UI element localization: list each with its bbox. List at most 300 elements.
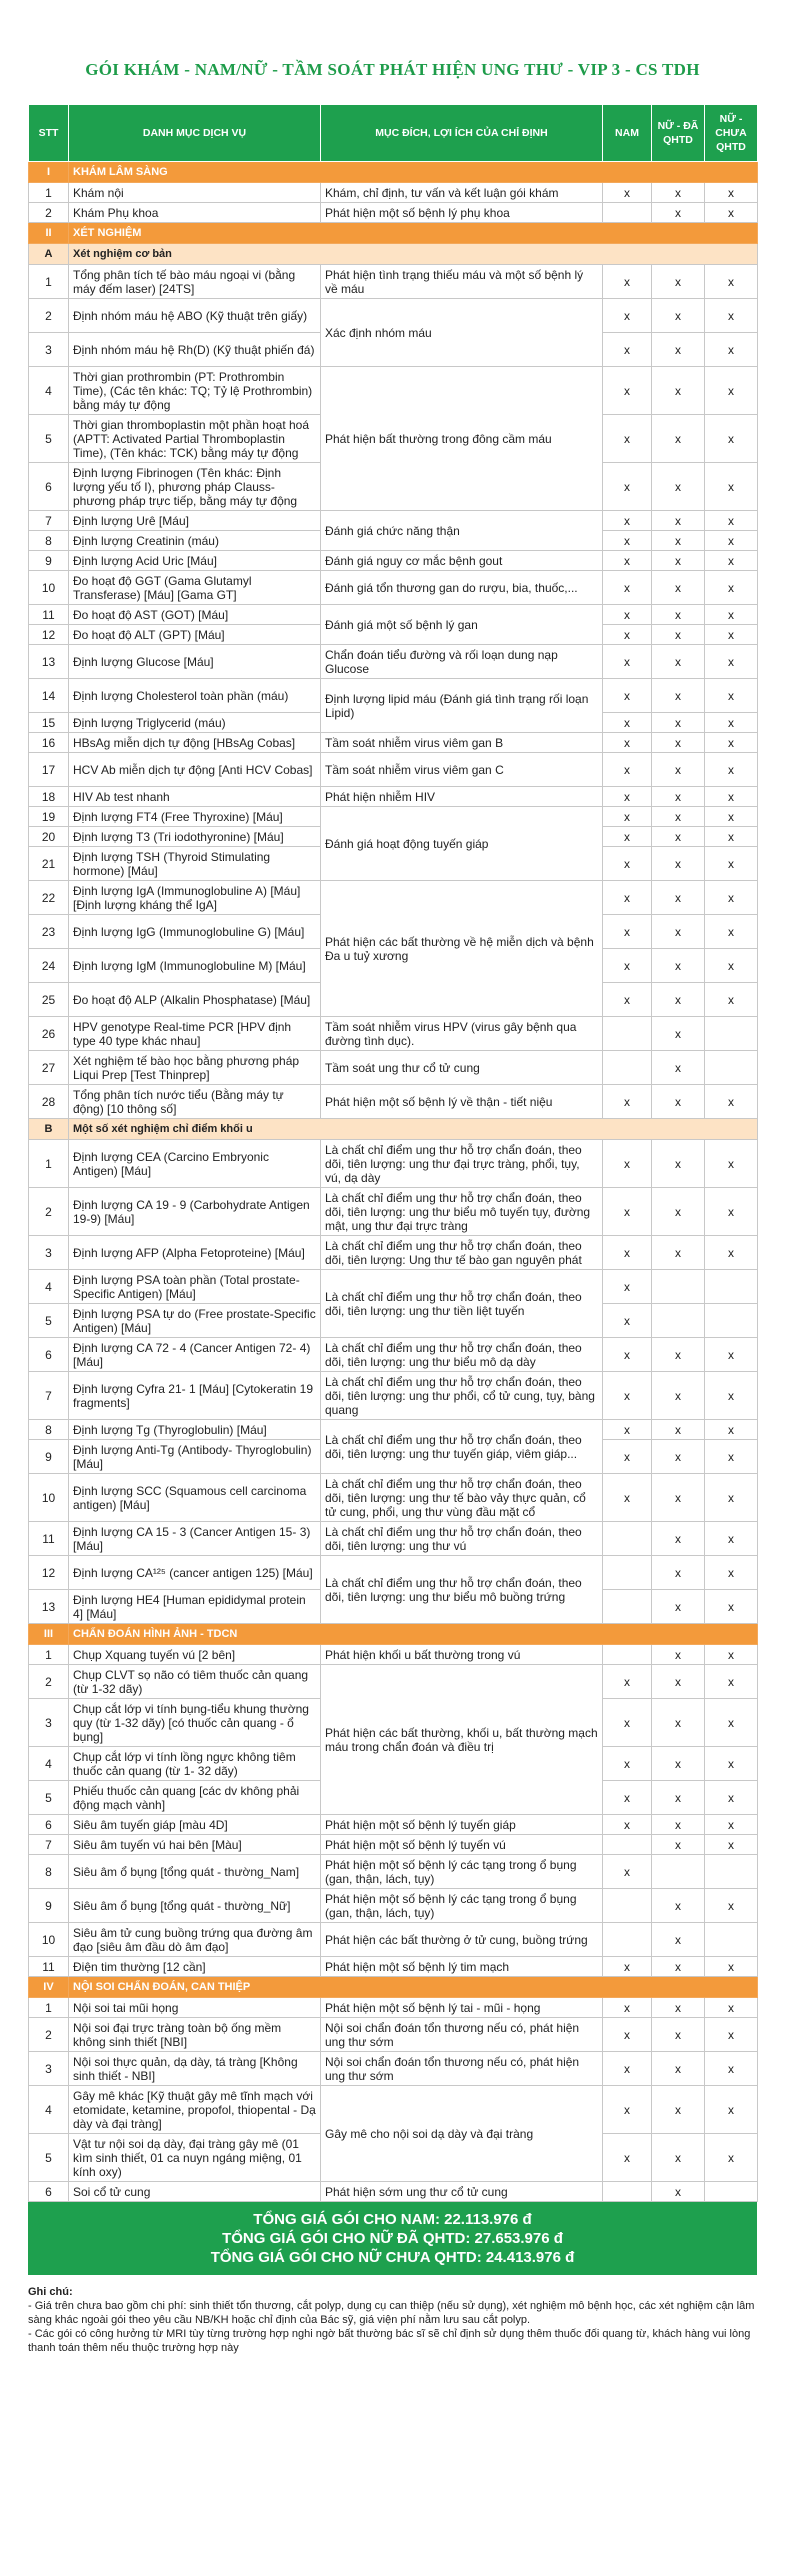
service-name: Định lượng Cholesterol toàn phần (máu) [69,679,321,713]
total-nu-chua: TỔNG GIÁ GÓI CHO NỮ CHƯA QHTD: 24.413.976 đ [210,2249,575,2266]
row-number: 1 [29,183,69,203]
table-row [29,1855,758,1889]
service-purpose: Là chất chỉ điểm ung thư hỗ trợ chẩn đoán, theo dõi, tiên lượng: ung thư đại trực tràng, phổi, tụy, vú, dạ dày [321,1140,603,1188]
table-row [29,881,758,915]
subsection-row [29,244,758,265]
row-number: 7 [29,1835,69,1855]
service-name: HCV Ab miễn dịch tự động [Anti HCV Cobas] [69,753,321,787]
mark-nu-chua: x [705,1140,758,1188]
mark-nam: x [603,1855,652,1889]
service-purpose: Tầm soát nhiễm virus viêm gan C [321,753,603,787]
mark-nam: x [603,1372,652,1420]
mark-nu-qhtd: x [652,1338,705,1372]
service-purpose: Là chất chỉ điểm ung thư hỗ trợ chẩn đoán, theo dõi, tiên lượng: ung thư vú [321,1522,603,1556]
section-number: I [29,162,69,183]
table-row [29,1815,758,1835]
row-number: 23 [29,915,69,949]
service-name: Định lượng Urê [Máu] [69,511,321,531]
service-purpose: Là chất chỉ điểm ung thư hỗ trợ chẩn đoán, theo dõi, tiên lượng: Ung thư tế bào gan nguyên phát [321,1236,603,1270]
service-name: Thời gian thromboplastin một phần hoạt hoá (APTT: Activated Partial Thromboplastin Time), (Tên khác: TCK) bằng máy tự động [69,415,321,463]
mark-nu-chua: x [705,299,758,333]
mark-nu-chua: x [705,367,758,415]
table-row [29,1556,758,1590]
row-number: 22 [29,881,69,915]
mark-nu-qhtd: x [652,183,705,203]
mark-nam [603,1556,652,1590]
row-number: 17 [29,753,69,787]
service-purpose: Đánh giá chức năng thận [321,511,603,551]
mark-nu-qhtd: x [652,881,705,915]
service-purpose: Phát hiện các bất thường về hệ miễn dịch và bệnh Đa u tuỷ xương [321,881,603,1017]
row-number: 6 [29,1815,69,1835]
table-row [29,2086,758,2134]
service-purpose: Tầm soát nhiễm virus HPV (virus gây bệnh qua đường tình dục). [321,1017,603,1051]
service-name: HBsAg miễn dịch tự động [HBsAg Cobas] [69,733,321,753]
service-name: Định lượng T3 (Tri iodothyronine) [Máu] [69,827,321,847]
mark-nu-chua: x [705,1440,758,1474]
mark-nu-chua: x [705,531,758,551]
row-number: 28 [29,1085,69,1119]
service-name: Đo hoạt độ GGT (Gama Glutamyl Transferase) [Máu] [Gama GT] [69,571,321,605]
section-label: Xét nghiệm cơ bản [69,244,758,265]
mark-nu-chua: x [705,1699,758,1747]
row-number: 10 [29,1474,69,1522]
row-number: 13 [29,1590,69,1624]
mark-nu-chua: x [705,1188,758,1236]
row-number: 4 [29,1747,69,1781]
service-name: Tổng phân tích nước tiểu (Bằng máy tự động) [10 thông số] [69,1085,321,1119]
service-purpose: Đánh giá một số bệnh lý gan [321,605,603,645]
mark-nu-chua: x [705,753,758,787]
service-name: Định lượng IgG (Immunoglobuline G) [Máu] [69,915,321,949]
service-name: Định lượng PSA toàn phần (Total prostate-Specific Antigen) [Máu] [69,1270,321,1304]
row-number: 11 [29,605,69,625]
table-row [29,299,758,333]
service-purpose: Tầm soát ung thư cổ tử cung [321,1051,603,1085]
mark-nam: x [603,1998,652,2018]
service-name: Đo hoạt độ AST (GOT) [Máu] [69,605,321,625]
row-number: 5 [29,1304,69,1338]
table-row [29,1338,758,1372]
service-purpose: Xác định nhóm máu [321,299,603,367]
service-name: Siêu âm tuyến giáp [màu 4D] [69,1815,321,1835]
mark-nu-chua [705,2182,758,2202]
service-name: Định lượng Fibrinogen (Tên khác: Định lượng yếu tố I), phương pháp Clauss-phương pháp trực tiếp, bằng máy tự động [69,463,321,511]
mark-nam: x [603,1781,652,1815]
notes-line-1: - Giá trên chưa bao gồm chi phí: sinh thiết tổn thương, cắt polyp, dụng cụ can thiệp (nếu sử dụng), xét nghiệm mô bệnh học, các xét nghiệm cận lâm sàng khác ngoài gói theo yêu cầu NB/KH hoặc chỉ định của Bác sỹ, giá viện phí nằm lưu sau cắt polyp. [28,2300,755,2326]
table-row [29,571,758,605]
subsection-row [29,1119,758,1140]
table-row [29,645,758,679]
service-name: Nội soi tai mũi họng [69,1998,321,2018]
service-name: Định lượng Triglycerid (máu) [69,713,321,733]
mark-nu-qhtd [652,1304,705,1338]
mark-nam: x [603,571,652,605]
mark-nam: x [603,679,652,713]
row-number: 12 [29,625,69,645]
section-number: III [29,1624,69,1645]
service-name: Định lượng HE4 [Human epididymal protein 4] [Máu] [69,1590,321,1624]
service-purpose: Phát hiện khối u bất thường trong vú [321,1645,603,1665]
table-row [29,1188,758,1236]
row-number: 9 [29,1440,69,1474]
service-purpose: Là chất chỉ điểm ung thư hỗ trợ chẩn đoán, theo dõi, tiên lượng: ung thư biểu mô buồng trứng [321,1556,603,1624]
service-purpose: Phát hiện sớm ung thư cổ tử cung [321,2182,603,2202]
table-row [29,1665,758,1699]
mark-nu-qhtd: x [652,1236,705,1270]
mark-nu-chua: x [705,827,758,847]
service-purpose: Phát hiện bất thường trong đông cầm máu [321,367,603,511]
service-name: Định lượng CA¹²⁵ (cancer antigen 125) [Máu] [69,1556,321,1590]
mark-nu-chua: x [705,1645,758,1665]
mark-nam [603,1051,652,1085]
mark-nu-chua: x [705,183,758,203]
service-name: Khám nội [69,183,321,203]
mark-nam: x [603,1665,652,1699]
service-name: Siêu âm tử cung buồng trứng qua đường âm đạo [siêu âm đầu dò âm đạo] [69,1923,321,1957]
row-number: 3 [29,1699,69,1747]
table-row [29,605,758,625]
service-name: Tổng phân tích tế bào máu ngoại vi (bằng máy đếm laser) [24TS] [69,265,321,299]
mark-nam: x [603,415,652,463]
mark-nu-qhtd: x [652,511,705,531]
table-row [29,1270,758,1304]
mark-nam: x [603,881,652,915]
mark-nu-chua: x [705,1998,758,2018]
mark-nu-qhtd: x [652,787,705,807]
row-number: 6 [29,1338,69,1372]
mark-nu-chua: x [705,1781,758,1815]
mark-nam: x [603,2086,652,2134]
table-row [29,1923,758,1957]
mark-nu-chua: x [705,1474,758,1522]
mark-nu-chua: x [705,713,758,733]
mark-nu-chua: x [705,1957,758,1977]
service-purpose: Đánh giá hoạt động tuyến giáp [321,807,603,881]
mark-nu-qhtd: x [652,847,705,881]
row-number: 4 [29,2086,69,2134]
mark-nu-qhtd: x [652,1420,705,1440]
service-name: Khám Phụ khoa [69,203,321,223]
notes-heading: Ghi chú: [28,2286,73,2298]
table-row [29,679,758,713]
service-name: Định nhóm máu hệ ABO (Kỹ thuật trên giấy) [69,299,321,333]
mark-nu-qhtd: x [652,1747,705,1781]
service-purpose: Là chất chỉ điểm ung thư hỗ trợ chẩn đoán, theo dõi, tiên lượng: ung thư phổi, cổ tử cung, tụy, bàng quang [321,1372,603,1420]
table-header [29,105,758,162]
mark-nu-chua: x [705,1747,758,1781]
service-purpose: Phát hiện một số bệnh lý tuyến giáp [321,1815,603,1835]
table-row [29,1017,758,1051]
mark-nu-chua: x [705,1665,758,1699]
mark-nam: x [603,733,652,753]
section-row [29,1624,758,1645]
row-number: 20 [29,827,69,847]
mark-nu-chua: x [705,1835,758,1855]
mark-nu-chua: x [705,847,758,881]
service-name: Định lượng Acid Uric [Máu] [69,551,321,571]
row-number: 11 [29,1957,69,1977]
table-row [29,1051,758,1085]
mark-nu-qhtd: x [652,1051,705,1085]
mark-nu-qhtd: x [652,949,705,983]
mark-nu-qhtd: x [652,983,705,1017]
mark-nam: x [603,983,652,1017]
mark-nam: x [603,265,652,299]
service-name: Định lượng Cyfra 21- 1 [Máu] [Cytokeratin 19 fragments] [69,1372,321,1420]
mark-nu-chua: x [705,265,758,299]
row-number: 10 [29,1923,69,1957]
service-purpose: Khám, chỉ định, tư vấn và kết luận gói khám [321,183,603,203]
totals-box [28,2202,757,2275]
service-name: Thời gian prothrombin (PT: Prothrombin Time), (Các tên khác: TQ; Tỷ lệ Prothrombin) bằng máy tự động [69,367,321,415]
row-number: 14 [29,679,69,713]
mark-nam: x [603,1188,652,1236]
mark-nam: x [603,645,652,679]
mark-nu-chua [705,1304,758,1338]
mark-nu-chua [705,1270,758,1304]
row-number: 8 [29,1855,69,1889]
mark-nam: x [603,1304,652,1338]
mark-nu-chua: x [705,1420,758,1440]
mark-nam: x [603,1140,652,1188]
service-purpose: Là chất chỉ điểm ung thư hỗ trợ chẩn đoán, theo dõi, tiên lượng: ung thư biểu mô tuyến tụy, đường mật, ung thư đại trực tràng [321,1188,603,1236]
mark-nu-chua: x [705,1085,758,1119]
row-number: 3 [29,333,69,367]
row-number: 2 [29,299,69,333]
service-name: Định lượng Creatinin (máu) [69,531,321,551]
table-row [29,1998,758,2018]
mark-nam [603,1889,652,1923]
mark-nam: x [603,625,652,645]
mark-nu-qhtd: x [652,299,705,333]
mark-nu-qhtd [652,1855,705,1889]
page-title: GÓI KHÁM - NAM/NỮ - TẦM SOÁT PHÁT HIỆN UNG THƯ - VIP 3 - CS TDH [85,60,700,79]
mark-nam [603,2182,652,2202]
mark-nu-chua: x [705,463,758,511]
header-nu-qhtd: NỮ - ĐÃ QHTD [652,105,705,162]
mark-nu-chua: x [705,415,758,463]
section-number: B [29,1119,69,1140]
row-number: 5 [29,415,69,463]
table-row [29,183,758,203]
mark-nu-qhtd: x [652,531,705,551]
mark-nam: x [603,949,652,983]
mark-nu-chua: x [705,1590,758,1624]
mark-nam: x [603,1699,652,1747]
mark-nam: x [603,605,652,625]
mark-nam: x [603,531,652,551]
table-row [29,1645,758,1665]
service-name: Định lượng SCC (Squamous cell carcinoma antigen) [Máu] [69,1474,321,1522]
mark-nu-qhtd: x [652,1889,705,1923]
row-number: 24 [29,949,69,983]
mark-nam: x [603,463,652,511]
mark-nu-qhtd: x [652,625,705,645]
mark-nam: x [603,915,652,949]
row-number: 12 [29,1556,69,1590]
mark-nu-qhtd: x [652,645,705,679]
mark-nu-chua: x [705,551,758,571]
mark-nu-chua: x [705,733,758,753]
service-purpose: Là chất chỉ điểm ung thư hỗ trợ chẩn đoán, theo dõi, tiên lượng: ung thư tuyến giáp, viêm giáp... [321,1420,603,1474]
section-number: IV [29,1977,69,1998]
table-row [29,1372,758,1420]
service-name: HIV Ab test nhanh [69,787,321,807]
mark-nu-chua: x [705,2018,758,2052]
row-number: 27 [29,1051,69,1085]
mark-nu-qhtd: x [652,1522,705,1556]
row-number: 16 [29,733,69,753]
service-name: Định lượng CA 72 - 4 (Cancer Antigen 72- 4) [Máu] [69,1338,321,1372]
mark-nu-qhtd: x [652,753,705,787]
mark-nu-chua: x [705,881,758,915]
section-label: Một số xét nghiệm chỉ điểm khối u [69,1119,758,1140]
service-purpose: Là chất chỉ điểm ung thư hỗ trợ chẩn đoán, theo dõi, tiên lượng: ung thư tiền liệt tuyến [321,1270,603,1338]
mark-nu-qhtd: x [652,807,705,827]
mark-nu-qhtd: x [652,265,705,299]
mark-nu-qhtd: x [652,1590,705,1624]
service-purpose: Phát hiện một số bệnh lý về thận - tiết niệu [321,1085,603,1119]
mark-nu-chua: x [705,787,758,807]
table-row [29,2052,758,2086]
service-name: Định lượng Anti-Tg (Antibody- Thyroglobulin) [Máu] [69,1440,321,1474]
mark-nu-qhtd: x [652,1556,705,1590]
mark-nu-qhtd: x [652,1440,705,1474]
mark-nu-chua: x [705,807,758,827]
mark-nam: x [603,753,652,787]
mark-nu-qhtd: x [652,1085,705,1119]
table-row [29,551,758,571]
row-number: 18 [29,787,69,807]
mark-nu-chua: x [705,949,758,983]
mark-nam: x [603,807,652,827]
row-number: 7 [29,511,69,531]
row-number: 1 [29,1998,69,2018]
service-name: Chụp Xquang tuyến vú [2 bên] [69,1645,321,1665]
service-purpose: Định lượng lipid máu (Đánh giá tình trạng rối loạn Lipid) [321,679,603,733]
service-name: Định lượng TSH (Thyroid Stimulating hormone) [Máu] [69,847,321,881]
mark-nu-chua [705,1855,758,1889]
mark-nu-qhtd: x [652,1998,705,2018]
notes [28,2285,757,2355]
row-number: 4 [29,367,69,415]
section-row [29,1977,758,1998]
table-row [29,1889,758,1923]
mark-nu-chua: x [705,679,758,713]
service-name: Xét nghiệm tế bào học bằng phương pháp Liqui Prep [Test Thinprep] [69,1051,321,1085]
mark-nu-chua: x [705,983,758,1017]
table-row [29,1236,758,1270]
mark-nu-chua [705,1017,758,1051]
section-number: II [29,223,69,244]
mark-nam: x [603,2018,652,2052]
header-nam: NAM [603,105,652,162]
mark-nam: x [603,511,652,531]
mark-nam: x [603,1957,652,1977]
row-number: 4 [29,1270,69,1304]
section-row [29,223,758,244]
mark-nu-qhtd: x [652,333,705,367]
service-purpose: Tầm soát nhiễm virus viêm gan B [321,733,603,753]
service-name: Định lượng IgA (Immunoglobuline A) [Máu] [Định lượng kháng thể IgA] [69,881,321,915]
mark-nu-qhtd: x [652,2018,705,2052]
service-name: Siêu âm ổ bụng [tổng quát - thường_Nam] [69,1855,321,1889]
table-row [29,203,758,223]
mark-nam: x [603,1270,652,1304]
service-name: Định lượng CA 15 - 3 (Cancer Antigen 15- 3) [Máu] [69,1522,321,1556]
row-number: 6 [29,2182,69,2202]
mark-nu-qhtd [652,1270,705,1304]
notes-line-2: - Các gói có công hưởng từ MRI tùy từng trường hợp nghi ngờ bất thường bác sĩ sẽ chỉ định sử dụng thêm thuốc đối quang từ, khách hàng vui lòng thanh toán thêm nếu thuộc trường hợp này [28,2328,751,2354]
mark-nam: x [603,827,652,847]
service-name: Nội soi đại trực tràng toàn bộ ống mềm không sinh thiết [NBI] [69,2018,321,2052]
mark-nam: x [603,1474,652,1522]
section-label: XÉT NGHIỆM [69,223,758,244]
mark-nu-chua: x [705,1372,758,1420]
mark-nu-qhtd: x [652,551,705,571]
mark-nam: x [603,713,652,733]
section-number: A [29,244,69,265]
mark-nam: x [603,183,652,203]
row-number: 19 [29,807,69,827]
header-stt: STT [29,105,69,162]
mark-nu-chua: x [705,2086,758,2134]
service-purpose: Đánh giá nguy cơ mắc bệnh gout [321,551,603,571]
service-name: Định lượng Glucose [Máu] [69,645,321,679]
mark-nu-chua: x [705,605,758,625]
service-name: Định lượng AFP (Alpha Fetoproteine) [Máu] [69,1236,321,1270]
service-name: Định nhóm máu hệ Rh(D) (Kỹ thuật phiến đá) [69,333,321,367]
mark-nu-qhtd: x [652,1017,705,1051]
row-number: 9 [29,551,69,571]
mark-nu-qhtd: x [652,1923,705,1957]
service-purpose: Phát hiện các bất thường ở tử cung, buồng trứng [321,1923,603,1957]
mark-nam: x [603,1420,652,1440]
mark-nam [603,1835,652,1855]
mark-nam: x [603,1815,652,1835]
table-row [29,367,758,415]
mark-nu-chua: x [705,2134,758,2182]
table-row [29,511,758,531]
row-number: 9 [29,1889,69,1923]
table-row [29,1835,758,1855]
mark-nu-chua: x [705,1338,758,1372]
row-number: 2 [29,1188,69,1236]
mark-nu-qhtd: x [652,203,705,223]
mark-nam: x [603,847,652,881]
service-purpose: Phát hiện một số bệnh lý tai - mũi - họng [321,1998,603,2018]
service-purpose: Phát hiện một số bệnh lý các tạng trong ổ bụng (gan, thận, lách, tụy) [321,1855,603,1889]
mark-nu-qhtd: x [652,571,705,605]
mark-nu-qhtd: x [652,1835,705,1855]
row-number: 8 [29,531,69,551]
mark-nam [603,1590,652,1624]
table-row [29,2018,758,2052]
row-number: 15 [29,713,69,733]
service-name: Định lượng CEA (Carcino Embryonic Antigen) [Máu] [69,1140,321,1188]
mark-nu-chua: x [705,645,758,679]
service-purpose: Đánh giá tổn thương gan do rượu, bia, thuốc,... [321,571,603,605]
service-purpose: Phát hiện các bất thường, khối u, bất thường mạch máu trong chẩn đoán và điều trị [321,1665,603,1815]
section-label: KHÁM LÂM SÀNG [69,162,758,183]
mark-nu-chua: x [705,333,758,367]
table-body [29,162,758,2202]
service-name: Phiếu thuốc cản quang [các dv không phải động mạch vành] [69,1781,321,1815]
mark-nu-qhtd: x [652,1781,705,1815]
total-nam: TỔNG GIÁ GÓI CHO NAM: 22.113.976 đ [253,2211,532,2228]
row-number: 2 [29,2018,69,2052]
